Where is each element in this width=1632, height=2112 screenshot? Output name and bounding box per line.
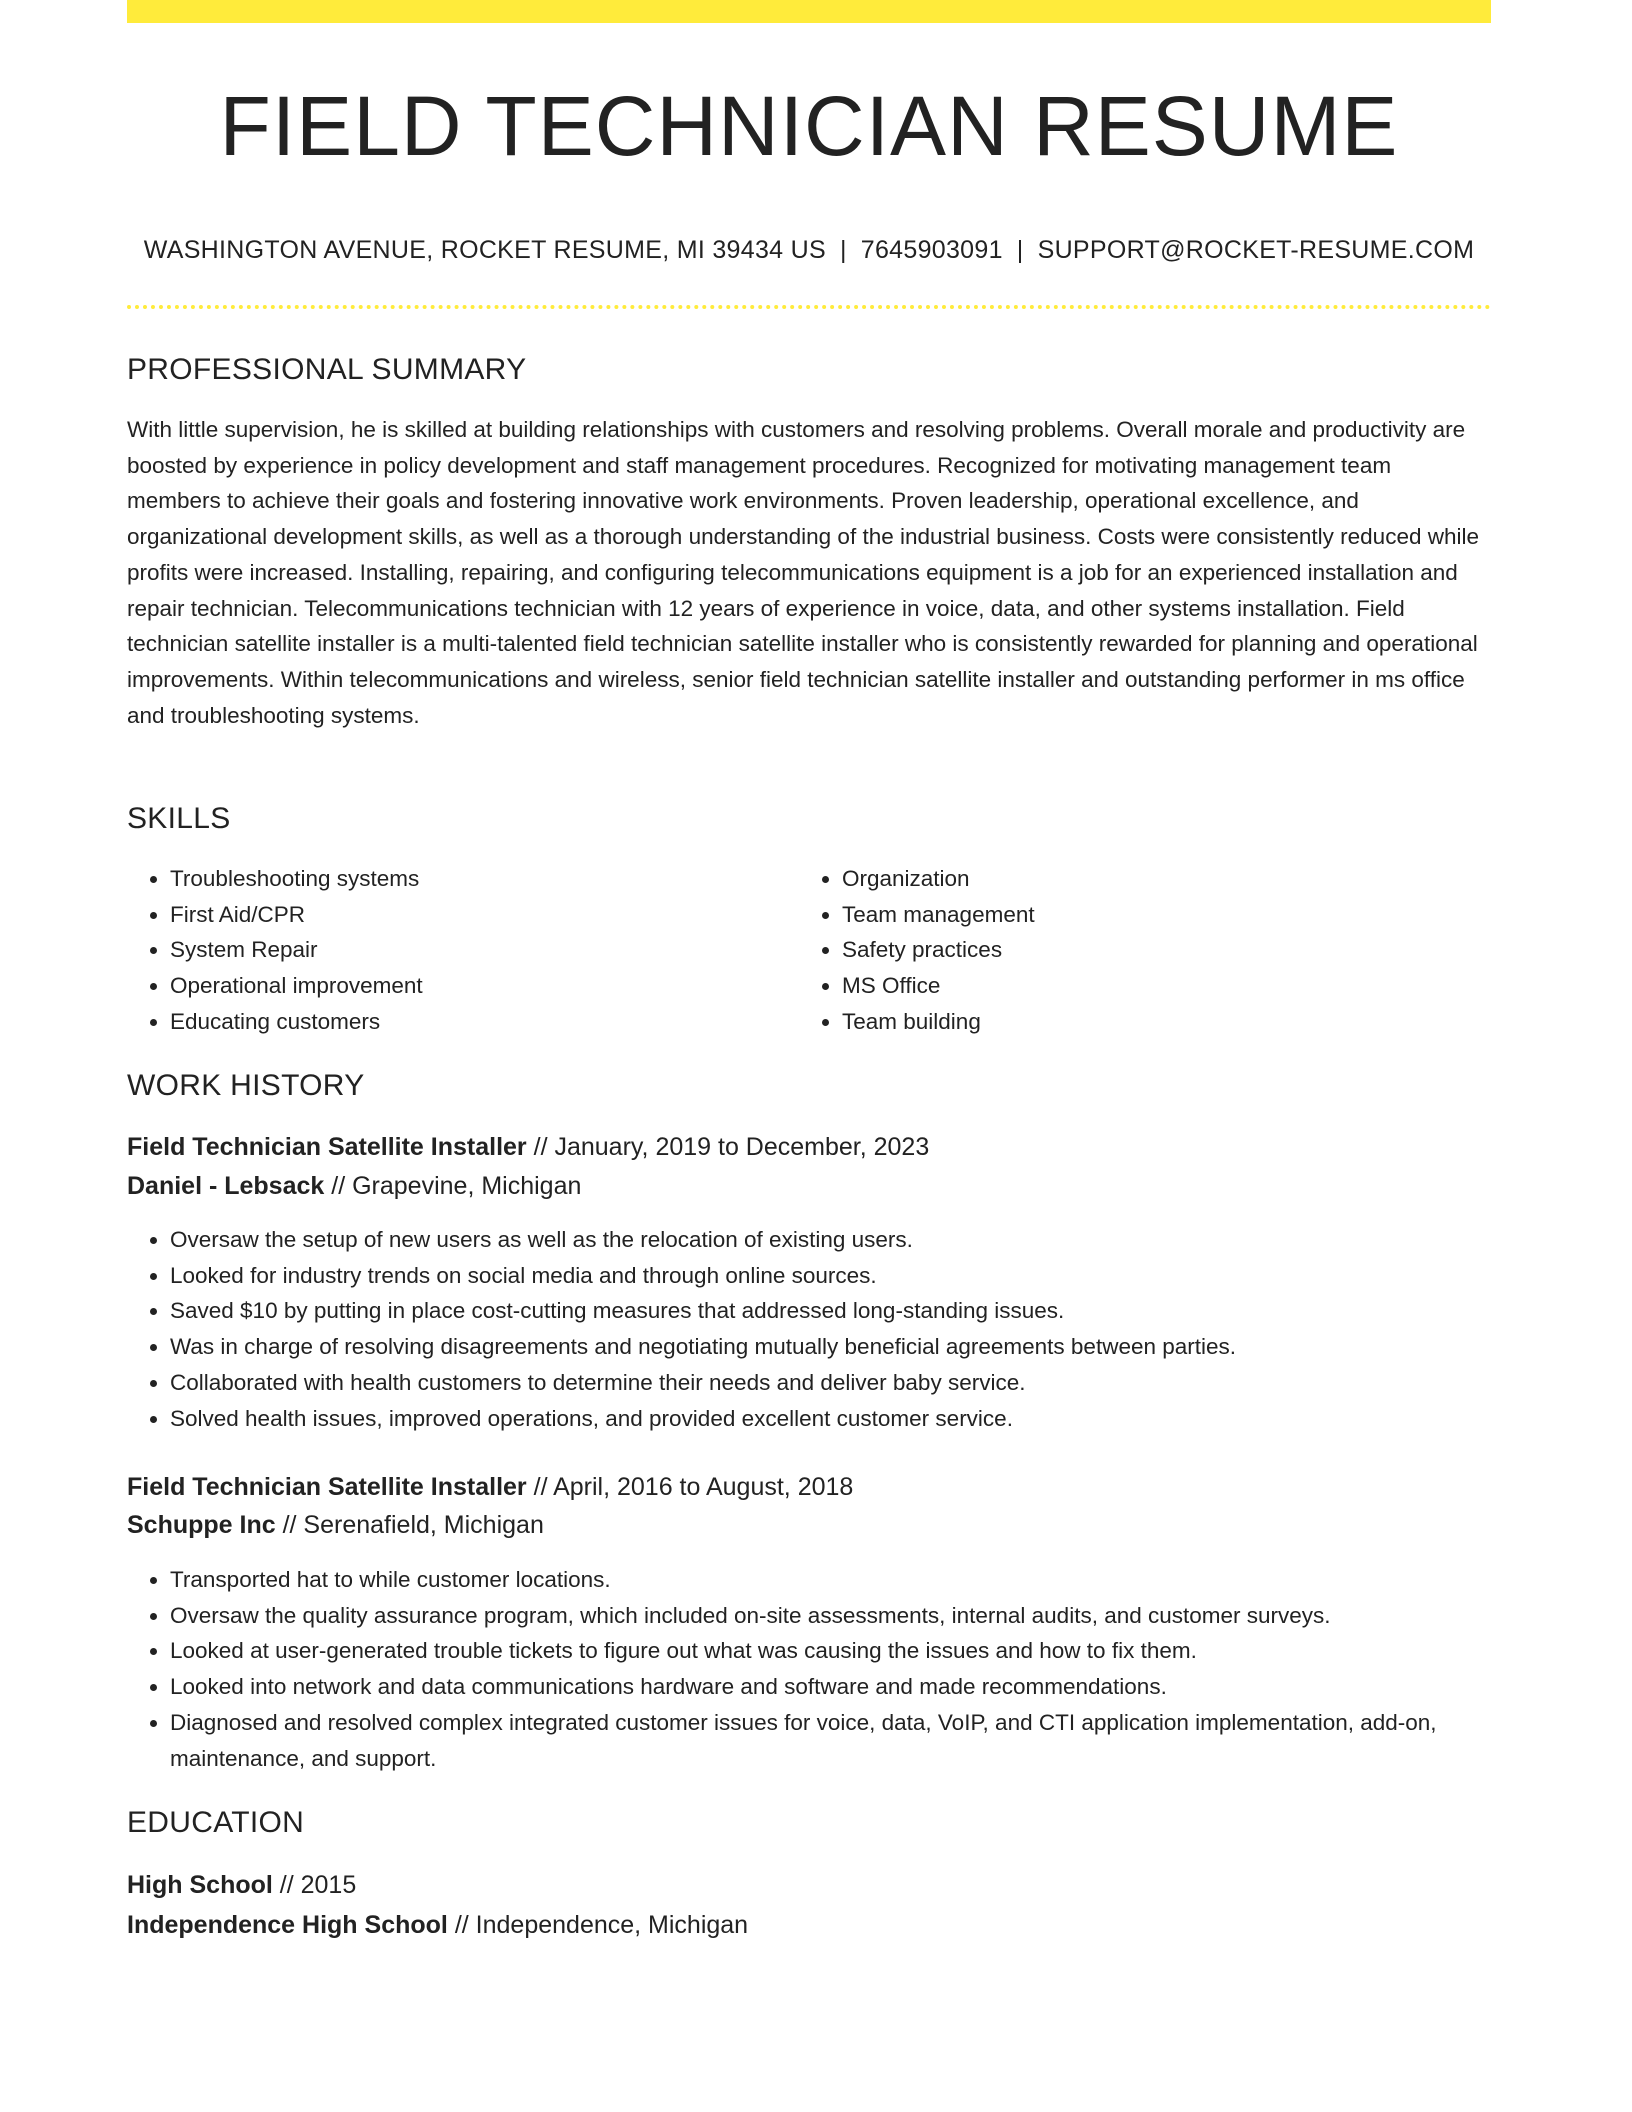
job-bullet: • Oversaw the setup of new users as well as the relocation of existing users. bbox=[170, 1222, 1534, 1258]
summary-heading: PROFESSIONAL SUMMARY bbox=[127, 353, 527, 386]
job-title-line bbox=[127, 1473, 853, 1502]
education-heading: EDUCATION bbox=[127, 1806, 305, 1839]
education-school-line bbox=[127, 1911, 748, 1940]
job-bullet: • Diagnosed and resolved complex integrated customer issues for voice, data, VoIP, and CTI application implementation, add-on, maintenance, and support. bbox=[170, 1705, 1534, 1776]
job-company-line bbox=[127, 1511, 544, 1540]
resume-title: FIELD TECHNICIAN RESUME bbox=[219, 79, 1399, 173]
job-bullet: • Looked at user-generated trouble tickets to figure out what was causing the issues and how to fix them. bbox=[170, 1633, 1534, 1669]
job-company: Daniel - Lebsack bbox=[127, 1172, 325, 1200]
skills-heading: SKILLS bbox=[127, 802, 231, 835]
job-dates: // January, 2019 to December, 2023 bbox=[533, 1133, 930, 1161]
contact-separator: | bbox=[1016, 236, 1024, 264]
skill-item: • Organization bbox=[842, 861, 1462, 897]
skills-list-right bbox=[799, 861, 1462, 1040]
job-bullets bbox=[127, 1222, 1534, 1436]
contact-address: WASHINGTON AVENUE, ROCKET RESUME, MI 39434 US bbox=[143, 236, 826, 264]
skill-item: • Team building bbox=[842, 1004, 1462, 1040]
job-bullet: • Saved $10 by putting in place cost-cutting measures that addressed long-standing issues. bbox=[170, 1293, 1534, 1329]
job-dates: // April, 2016 to August, 2018 bbox=[533, 1473, 854, 1501]
job-title: Field Technician Satellite Installer bbox=[127, 1133, 527, 1161]
work-heading: WORK HISTORY bbox=[127, 1069, 365, 1102]
contact-line bbox=[127, 236, 1491, 265]
top-accent-bar bbox=[127, 0, 1491, 23]
job-company-line bbox=[127, 1172, 581, 1201]
skills-list-left bbox=[127, 861, 790, 1040]
contact-phone: 7645903091 bbox=[860, 236, 1003, 264]
job-title-line bbox=[127, 1133, 929, 1162]
job-bullet: • Solved health issues, improved operations, and provided excellent customer service. bbox=[170, 1401, 1534, 1437]
contact-email: SUPPORT@ROCKET-RESUME.COM bbox=[1037, 236, 1475, 264]
skill-item: • Team management bbox=[842, 897, 1462, 933]
skill-item: • Safety practices bbox=[842, 932, 1462, 968]
education-degree: High School bbox=[127, 1871, 273, 1899]
education-degree-line bbox=[127, 1871, 356, 1900]
skill-item: • MS Office bbox=[842, 968, 1462, 1004]
summary-text: With little supervision, he is skilled at building relationships with customers and resolving problems. Overall morale and productivity are boosted by experience in policy development and staff management procedures. Recognized for motivating management team members to achieve their goals and fostering innovative work environments. Proven leadership, operational excellence, and organizational development skills, as well as a thorough understanding of the industrial business. Costs were consistently reduced while profits were increased. Installing, repairing, and configuring telecommunications equipment is a job for an experienced installation and repair technician. Telecommunications technician with 12 years of experience in voice, data, and other systems installation. Field technician satellite installer is a multi-talented field technician satellite installer who is consistently rewarded for planning and operational improvements. Within telecommunications and wireless, senior field technician satellite installer and outstanding performer in ms office and troubleshooting systems. bbox=[127, 417, 1479, 728]
skill-item: • System Repair bbox=[170, 932, 790, 968]
education-location: // Independence, Michigan bbox=[454, 1911, 749, 1939]
skill-item: • Educating customers bbox=[170, 1004, 790, 1040]
job-bullet: • Looked into network and data communications hardware and software and made recommendations. bbox=[170, 1669, 1534, 1705]
job-company: Schuppe Inc bbox=[127, 1511, 276, 1539]
job-bullet: • Transported hat to while customer locations. bbox=[170, 1562, 1534, 1598]
job-bullets bbox=[127, 1562, 1534, 1776]
job-bullet: • Collaborated with health customers to determine their needs and deliver baby service. bbox=[170, 1365, 1534, 1401]
job-bullet: • Looked for industry trends on social media and through online sources. bbox=[170, 1258, 1534, 1294]
job-bullet: • Oversaw the quality assurance program, which included on-site assessments, internal audits, and customer surveys. bbox=[170, 1598, 1534, 1634]
job-location: // Serenafield, Michigan bbox=[282, 1511, 544, 1539]
skill-item: • Troubleshooting systems bbox=[170, 861, 790, 897]
education-year: // 2015 bbox=[279, 1871, 357, 1899]
education-school: Independence High School bbox=[127, 1911, 448, 1939]
job-bullet: • Was in charge of resolving disagreements and negotiating mutually beneficial agreements between parties. bbox=[170, 1329, 1534, 1365]
contact-separator: | bbox=[839, 236, 847, 264]
job-location: // Grapevine, Michigan bbox=[331, 1172, 582, 1200]
skill-item: • First Aid/CPR bbox=[170, 897, 790, 933]
job-title: Field Technician Satellite Installer bbox=[127, 1473, 527, 1501]
dotted-divider bbox=[127, 305, 1491, 309]
skill-item: • Operational improvement bbox=[170, 968, 790, 1004]
